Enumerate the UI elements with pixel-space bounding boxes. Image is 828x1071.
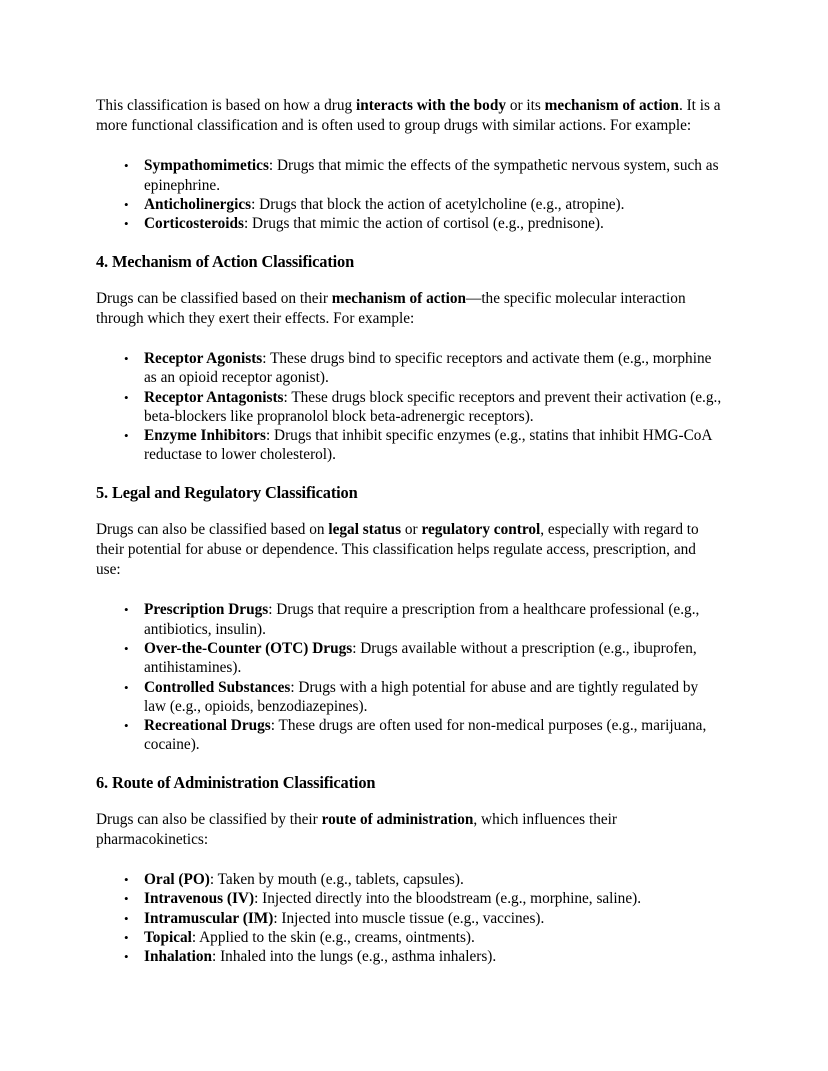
emphasis-text: legal status xyxy=(328,520,402,538)
list-item xyxy=(96,870,724,889)
list-item-description: : Drugs that mimic the effects of the sympathetic nervous system, such as epinephrine. xyxy=(144,157,719,194)
list-item xyxy=(96,388,724,427)
list-item-description: : Drugs that block the action of acetylcholine (e.g., atropine). xyxy=(251,196,625,213)
heading-route-of-administration: 6. Route of Administration Classification xyxy=(96,772,376,792)
list-item-term: Enzyme Inhibitors xyxy=(144,427,266,445)
list-item-term: Prescription Drugs xyxy=(144,601,269,619)
list-item-description: : These drugs are often used for non-medical purposes (e.g., marijuana, cocaine). xyxy=(144,717,707,754)
list-item xyxy=(96,928,724,947)
body-text: . It is a more functional classification and is often used to group drugs with similar actions. For example: xyxy=(96,97,721,135)
list-item-description: : Inhaled into the lungs (e.g., asthma inhalers). xyxy=(212,948,497,966)
body-text: This classification is based on how a drug xyxy=(96,97,356,114)
list-item-description: : Drugs with a high potential for abuse and are tightly regulated by law (e.g., opioids, benzodiazepines). xyxy=(144,678,699,715)
document-body xyxy=(96,96,724,967)
list-item xyxy=(96,426,724,465)
pharmacologic-effect-list xyxy=(96,156,724,233)
emphasis-text: interacts with the body xyxy=(356,97,506,114)
route-of-administration-list xyxy=(96,870,724,966)
body-text: , which influences their pharmacokinetics: xyxy=(96,810,617,848)
list-item-description: : Taken by mouth (e.g., tablets, capsules). xyxy=(209,871,464,889)
spacer xyxy=(96,234,724,251)
spacer xyxy=(96,272,724,289)
body-text: Drugs can be classified based on their xyxy=(96,289,332,307)
list-item xyxy=(96,947,724,966)
list-item xyxy=(96,600,724,639)
spacer xyxy=(96,329,724,349)
body-text: , especially with regard to their potential for abuse or dependence. This classification helps regulate access, prescription, and use: xyxy=(96,520,699,579)
list-item-description: : Drugs that require a prescription from a healthcare professional (e.g., antibiotics, insulin). xyxy=(144,601,700,638)
legal-and-regulatory-paragraph xyxy=(96,520,724,581)
list-item-description: : Injected into muscle tissue (e.g., vaccines). xyxy=(273,909,545,927)
emphasis-text: mechanism of action xyxy=(544,97,679,114)
list-item xyxy=(96,214,724,233)
list-item-term: Over-the-Counter (OTC) Drugs xyxy=(144,639,353,657)
heading-mechanism-of-action: 4. Mechanism of Action Classification xyxy=(96,251,355,271)
list-item-term: Sympathomimetics xyxy=(144,157,269,175)
list-item-term: Oral (PO) xyxy=(144,871,210,889)
list-item-term: Intravenous (IV) xyxy=(144,890,255,908)
list-item-term: Intramuscular (IM) xyxy=(144,909,274,927)
heading-legal-and-regulatory: 5. Legal and Regulatory Classification xyxy=(96,482,358,502)
list-item xyxy=(96,639,724,678)
body-text: or its xyxy=(506,97,545,114)
list-item xyxy=(96,889,724,908)
list-item-description: : Drugs that mimic the action of cortisol (e.g., prednisone). xyxy=(243,215,604,233)
list-item xyxy=(96,909,724,928)
list-item xyxy=(96,156,724,195)
list-item-term: Corticosteroids xyxy=(144,215,244,233)
list-item-term: Receptor Antagonists xyxy=(144,388,284,406)
list-item-term: Anticholinergics xyxy=(144,196,252,213)
list-item xyxy=(96,678,724,717)
list-item-description: : Drugs that inhibit specific enzymes (e.g., statins that inhibit HMG-CoA reductase to lower cholesterol). xyxy=(144,427,712,464)
list-item-term: Inhalation xyxy=(144,948,213,966)
spacer xyxy=(96,850,724,870)
body-text: or xyxy=(401,520,422,538)
mechanism-of-action-list xyxy=(96,349,724,465)
emphasis-text: route of administration xyxy=(321,810,474,828)
spacer xyxy=(96,755,724,772)
body-text: Drugs can also be classified by their xyxy=(96,810,322,828)
legal-and-regulatory-list xyxy=(96,600,724,754)
spacer xyxy=(96,136,724,156)
spacer xyxy=(96,793,724,810)
list-item xyxy=(96,716,724,755)
list-item-description: : These drugs block specific receptors and prevent their activation (e.g., beta-blockers like propranolol block beta-adrenergic receptors). xyxy=(144,388,722,425)
body-text: —the specific molecular interaction through which they exert their effects. For example: xyxy=(96,289,686,327)
list-item-term: Controlled Substances xyxy=(144,678,291,696)
intro-paragraph xyxy=(96,96,724,136)
list-item-description: : Drugs available without a prescription (e.g., ibuprofen, antihistamines). xyxy=(144,639,697,677)
mechanism-of-action-paragraph xyxy=(96,289,724,329)
list-item xyxy=(96,195,724,214)
emphasis-text: regulatory control xyxy=(421,520,541,538)
list-item-description: : Applied to the skin (e.g., creams, ointments). xyxy=(191,929,475,947)
body-text: Drugs can also be classified based on xyxy=(96,520,329,538)
list-item-description: : Injected directly into the bloodstream (e.g., morphine, saline). xyxy=(254,890,642,908)
list-item xyxy=(96,349,724,388)
list-item-term: Recreational Drugs xyxy=(144,717,271,735)
spacer xyxy=(96,465,724,482)
route-of-administration-paragraph xyxy=(96,810,724,850)
emphasis-text: mechanism of action xyxy=(331,289,467,307)
spacer xyxy=(96,503,724,520)
list-item-term: Receptor Agonists xyxy=(144,350,263,367)
list-item-description: : These drugs bind to specific receptors and activate them (e.g., morphine as an opioid receptor agonist). xyxy=(144,350,712,387)
spacer xyxy=(96,580,724,600)
list-item-term: Topical xyxy=(144,929,192,947)
